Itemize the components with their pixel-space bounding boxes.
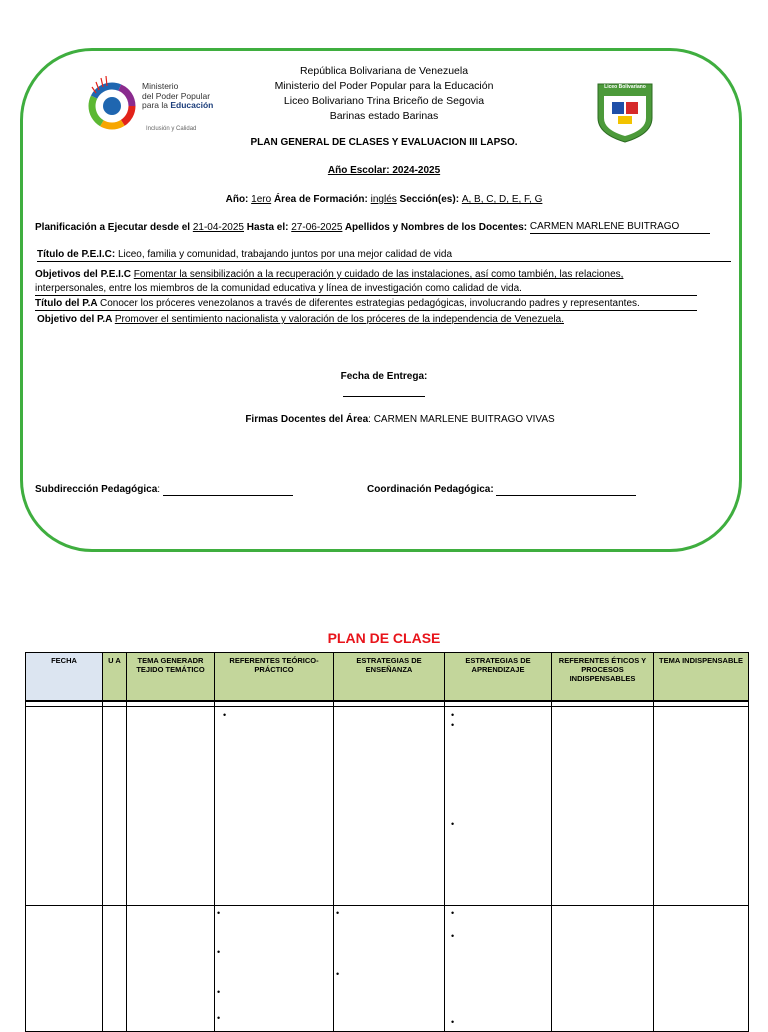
column-header-ua: U A [103,653,127,701]
coordinacion-label: Coordinación Pedagógica: [367,484,497,495]
bullet: • [451,1016,455,1027]
hasta-label: Hasta el: [244,222,292,233]
pa-objective-value: Promover el sentimiento nacionalista y valoración de los próceres de la independencia de Venezuela. [114,314,564,325]
table-cell [654,905,749,1031]
table-cell [26,905,103,1031]
logo-line: del Poder Popular [142,90,211,101]
column-header-estrategias-ensenanza: ESTRATEGIAS DE ENSEÑANZA [334,653,445,701]
pa-title-label: Título del P.A [35,298,101,309]
bullet: • [217,1012,221,1023]
pa-objective-label: Objetivo del P.A [37,314,115,325]
table-cell [654,706,749,905]
table-cell [127,905,215,1031]
subdireccion-row [35,483,293,496]
peic-title-row [37,248,731,262]
table-row [26,905,749,1031]
plan-general-title: PLAN GENERAL DE CLASES Y EVALUACION III LAPSO. [250,137,518,148]
bullet: • [451,818,455,829]
header-line: Ministerio del Poder Popular para la Educación [274,80,494,92]
column-header-tema-generador: TEMA GENERADR TEJIDO TEMÁTICO [127,653,215,701]
table-cell [103,706,127,905]
column-header-tema-indispensable: TEMA INDISPENSABLE [654,653,749,701]
logo-line: Ministerio [142,81,179,91]
pa-objective-row [37,313,564,326]
column-header-referentes-teorico: REFERENTES TEÓRICO-PRÁCTICO [215,653,334,701]
column-header-fecha: FECHA [26,653,103,701]
school-year: Año Escolar: 2024-2025 [327,165,441,176]
header-line: Barinas estado Barinas [329,110,439,122]
course-info [0,193,768,206]
peic-objectives-label: Objetivos del P.E.I.C [35,269,134,280]
peic-objectives-row-2 [35,282,697,296]
planning-dates [35,220,710,234]
peic-objectives-row [35,268,623,281]
subdireccion-label: Subdirección Pedagógica [35,484,158,495]
firmas-row [0,413,768,426]
pa-title-row [35,297,697,311]
seccion-value: A, B, C, D, E, F, G [461,194,543,205]
bullet: • [451,719,455,730]
pa-title-value: Conocer los próceres venezolanos a través de diferentes estrategias pedagógicas, involucrando padres y representantes. [100,298,640,309]
table-cell [445,706,552,905]
firmas-value: : CARMEN MARLENE BUITRAGO VIVAS [368,414,555,425]
subdireccion-colon: : [157,484,163,495]
liceo-seal [592,80,658,144]
bullet: • [217,907,221,918]
bullet: • [336,968,340,979]
table-row [26,706,749,905]
plan-de-clase-title: PLAN DE CLASE [327,630,441,646]
fecha-entrega-label: Fecha de Entrega: [340,371,428,382]
bullet: • [336,907,340,918]
peic-title-label: Título de P.E.I.C: [37,249,118,260]
anio-value: 1ero [251,194,272,205]
header-line: República Bolivariana de Venezuela [299,65,469,77]
logo-line-bold: Educación [170,100,214,110]
subdireccion-signature-line [163,495,293,496]
peic-objectives-value: Fomentar la sensibilización a la recuperación y cuidado de las instalaciones, así como también, las relaciones, [133,269,624,280]
table-cell [445,905,552,1031]
table-cell [127,706,215,905]
desde-value: 21-04-2025 [192,222,244,233]
logo-slogan: Inclusión y Calidad [146,126,197,132]
table-cell [215,706,334,905]
desde-label: Planificación a Ejecutar desde el [35,222,193,233]
area-value: inglés [370,194,397,205]
coordinacion-signature-line [496,495,636,496]
peic-title-value: Liceo, familia y comunidad, trabajando juntos por una mejor calidad de vida [117,249,453,260]
anio-label: Año: [225,194,252,205]
ministry-emblem-icon [82,74,138,130]
bullet: • [451,709,455,720]
coordinacion-row [367,483,636,496]
hasta-value: 27-06-2025 [291,222,343,233]
table-cell [26,706,103,905]
table-cell [334,706,445,905]
bullet: • [217,946,221,957]
column-header-referentes-eticos: REFERENTES ÉTICOS Y PROCESOS INDISPENSABLES [552,653,654,701]
table-cell [552,905,654,1031]
bullet: • [223,709,227,720]
bullet: • [451,930,455,941]
docentes-label: Apellidos y Nombres de los Docentes: [342,222,530,233]
bullet: • [217,986,221,997]
bullet: • [451,907,455,918]
seccion-label: Sección(es): [396,194,462,205]
header-line: Liceo Bolivariano Trina Briceño de Segovia [283,95,485,107]
logo-line: para la [142,100,171,110]
seal-text: Liceo Bolivariano [604,84,646,90]
table-cell [103,905,127,1031]
header-block [184,64,584,124]
fecha-entrega-line [343,396,425,397]
table-cell [215,905,334,1031]
table-cell [552,706,654,905]
docentes-value: CARMEN MARLENE BUITRAGO [529,221,680,232]
area-label: Área de Formación: [271,194,371,205]
table-cell [334,905,445,1031]
plan-table [25,652,749,1032]
peic-objectives-value-2: interpersonales, entre los miembros de la comunidad educativa y línea de investigación como calidad de vida. [35,283,522,294]
column-header-estrategias-aprendizaje: ESTRATEGIAS DE APRENDIZAJE [445,653,552,701]
firmas-label: Firmas Docentes del Área [245,414,369,425]
